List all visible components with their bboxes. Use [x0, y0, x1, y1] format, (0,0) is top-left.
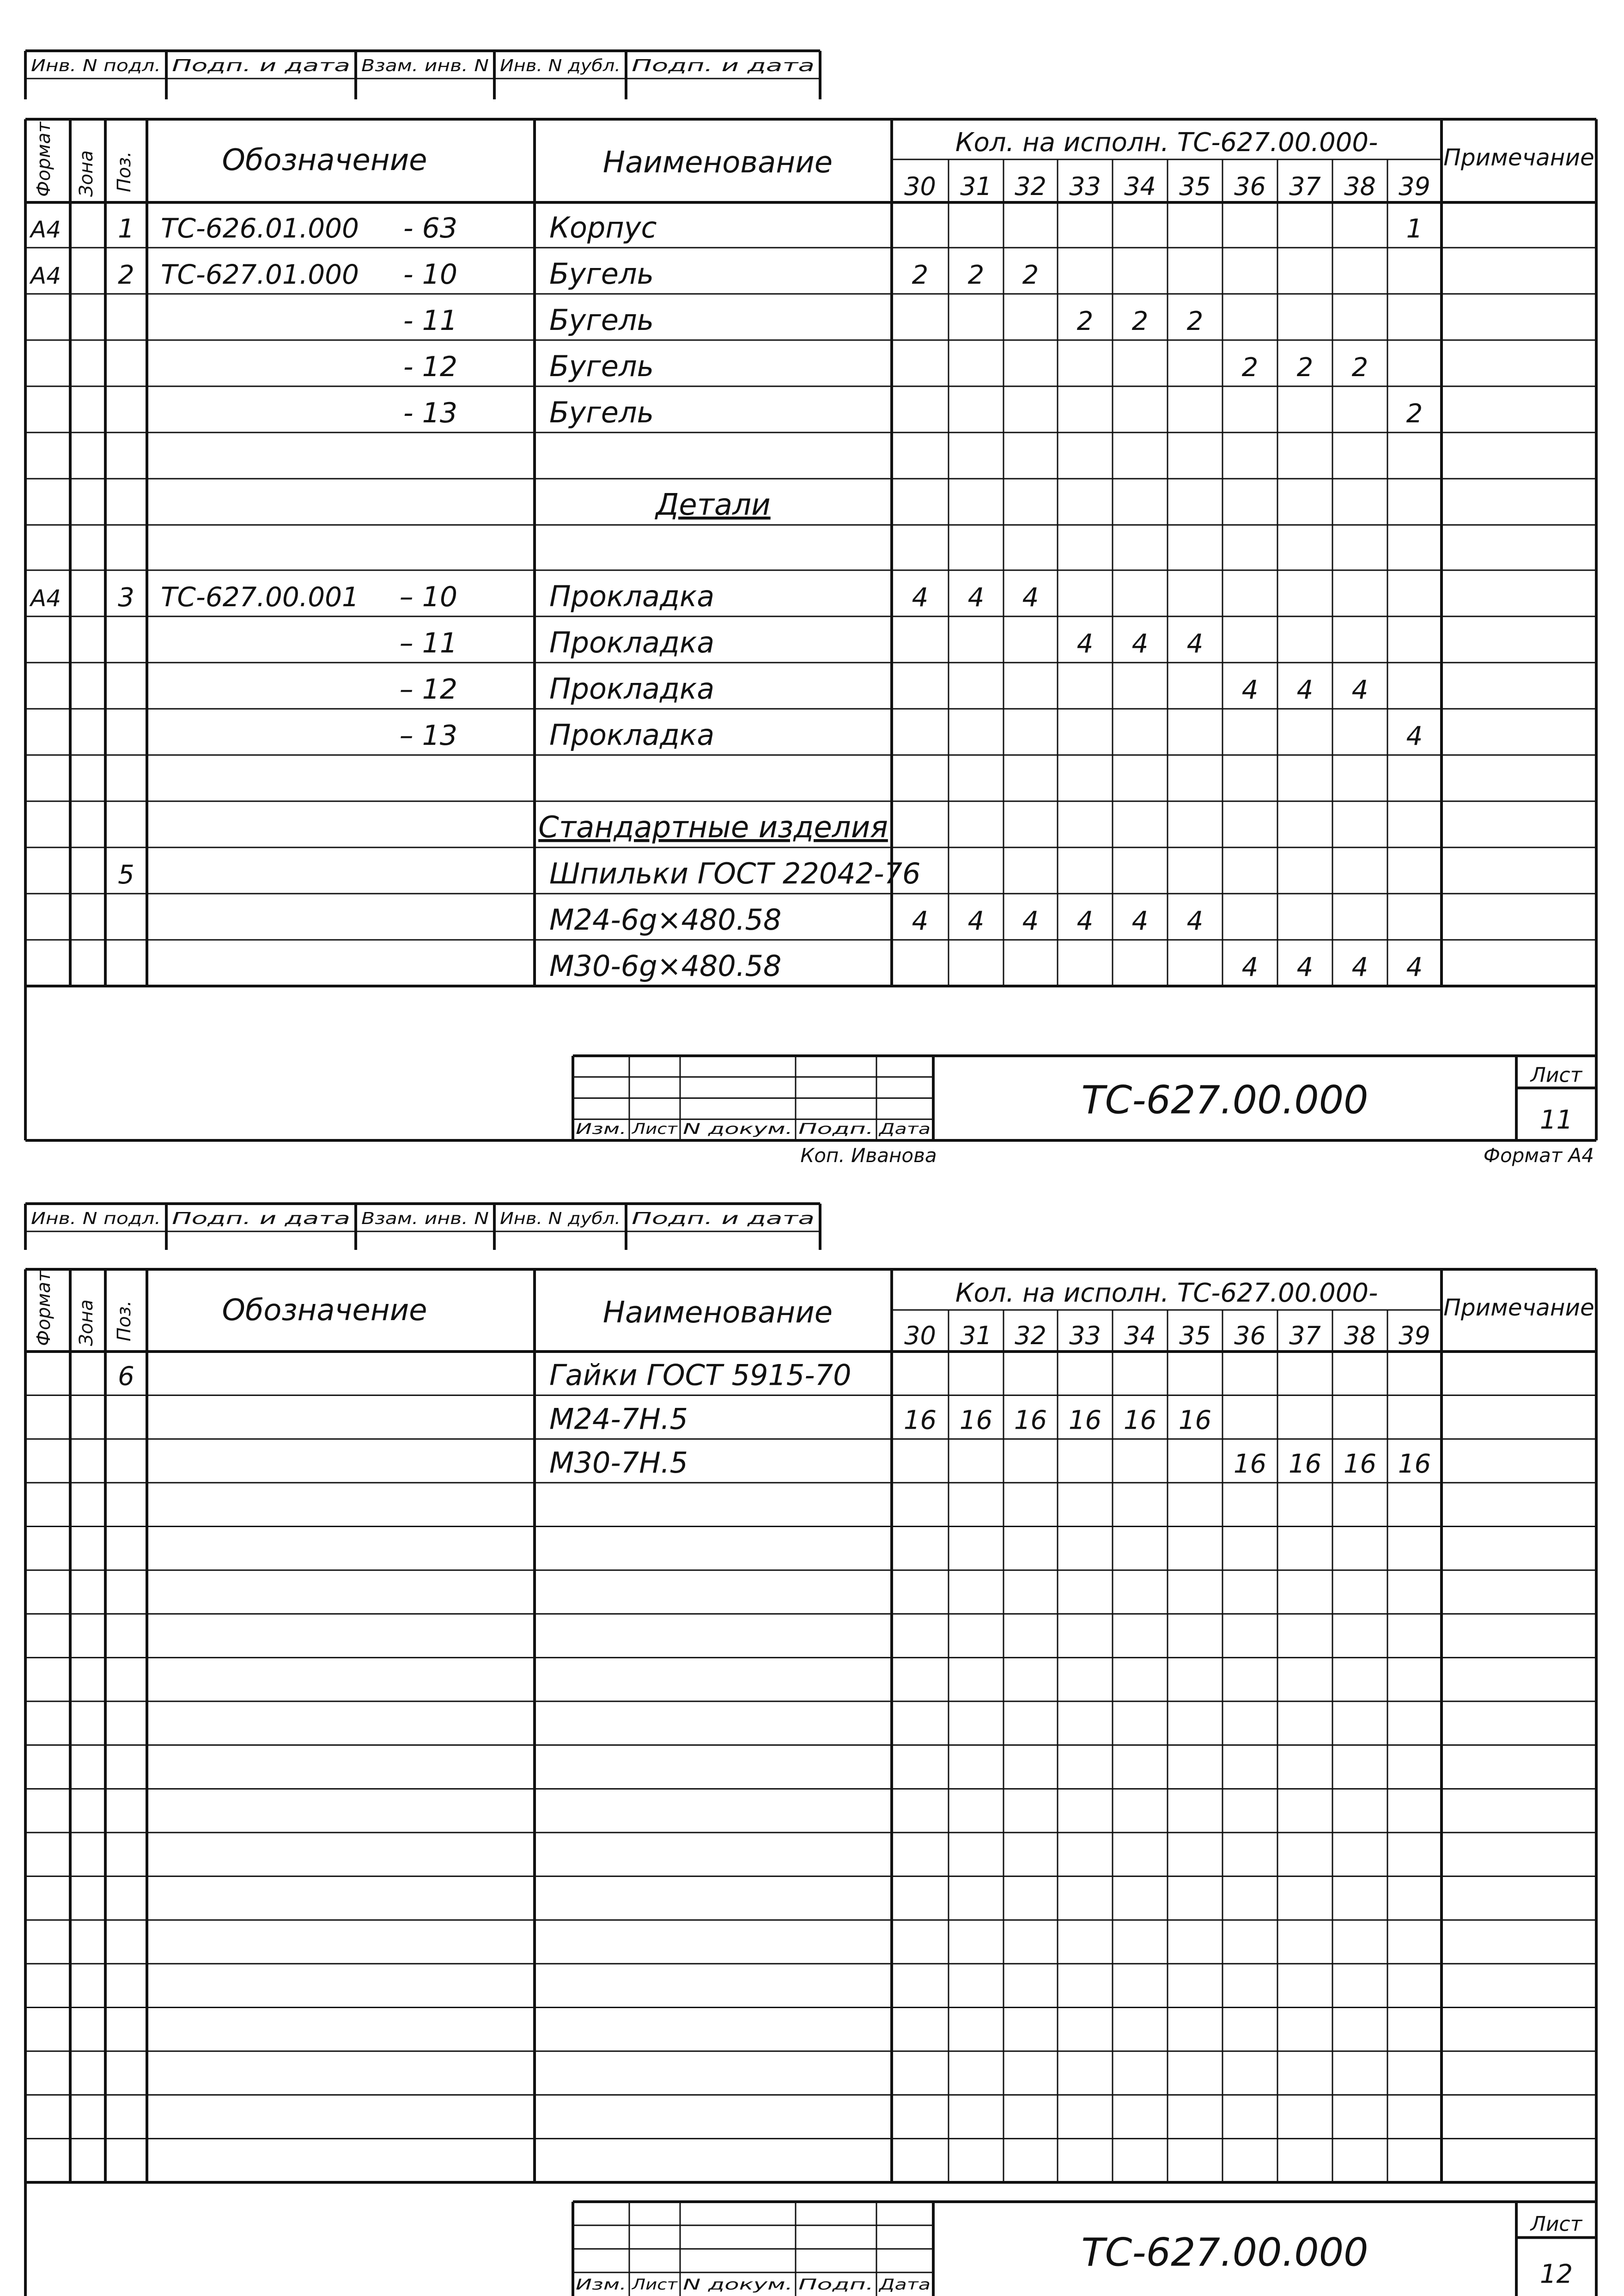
table-row	[118, 1358, 851, 1392]
row-format: А4	[30, 262, 61, 289]
title-block	[573, 1056, 1596, 1140]
header-qty-col: 34	[1124, 1321, 1156, 1350]
table-row	[403, 396, 1423, 429]
table-row	[400, 626, 1204, 659]
row-position: 3	[118, 583, 134, 613]
stamp-header: Подп. и дата	[632, 1209, 815, 1228]
row-name: Прокладка	[549, 579, 715, 613]
header-qty-col: 38	[1344, 1321, 1376, 1350]
row-qty: 4	[1241, 952, 1259, 982]
row-qty: 4	[912, 906, 929, 936]
row-position: 6	[118, 1361, 134, 1392]
header-qty-col: 39	[1399, 172, 1430, 201]
header-designation: Обозначение	[222, 1293, 427, 1328]
row-name: М24-6g×480.58	[549, 903, 782, 937]
revision-label: Подп.	[798, 1120, 874, 1138]
header-qty-col: 36	[1234, 172, 1266, 201]
revision-label: N докум.	[683, 1120, 793, 1138]
revision-label: Изм.	[576, 1120, 626, 1138]
header-note: Примечание	[1443, 144, 1594, 171]
row-variant: - 13	[403, 397, 457, 429]
table-row	[118, 857, 920, 890]
row-qty: 4	[1241, 675, 1259, 705]
row-qty: 2	[967, 260, 985, 290]
row-qty: 16	[1014, 1405, 1047, 1436]
row-qty: 4	[1077, 906, 1094, 936]
header-name: Наименование	[602, 1296, 833, 1330]
row-qty: 2	[1296, 353, 1314, 383]
header-qty-col: 37	[1289, 172, 1321, 201]
header-qty-col: 35	[1179, 1321, 1211, 1350]
header-name: Наименование	[602, 146, 833, 180]
row-format: А4	[30, 585, 61, 612]
row-qty: 4	[1406, 721, 1423, 751]
stamp-header: Подп. и дата	[172, 56, 350, 75]
row-position: 2	[118, 260, 134, 290]
header-qty-col: 32	[1015, 1321, 1046, 1350]
revision-label: Дата	[878, 2276, 931, 2293]
row-name: Прокладка	[549, 672, 715, 706]
table-header	[25, 1270, 1596, 1352]
revision-label: Лист	[631, 2276, 678, 2293]
row-designation: ТС-627.01.000	[161, 259, 359, 290]
row-variant: - 10	[403, 258, 457, 291]
row-variant: – 13	[399, 719, 457, 752]
row-variant: – 10	[399, 581, 457, 613]
row-qty: 4	[1186, 906, 1204, 936]
revision-label: Лист	[631, 1120, 678, 1138]
row-qty: 2	[1351, 353, 1369, 383]
row-variant: – 11	[399, 627, 457, 659]
row-qty: 2	[1077, 306, 1094, 336]
row-variant: - 63	[403, 212, 457, 244]
row-qty: 16	[1288, 1449, 1322, 1479]
stamp-header: Подп. и дата	[172, 1209, 350, 1228]
row-name: Бугель	[549, 349, 654, 383]
row-qty: 4	[1131, 906, 1149, 936]
row-name: Прокладка	[549, 718, 715, 752]
row-qty: 4	[1131, 629, 1149, 659]
table-row	[549, 949, 1423, 983]
header-zone: Зона	[76, 150, 97, 197]
table-row	[29, 211, 1423, 244]
title-block	[573, 2202, 1596, 2296]
row-name: Бугель	[549, 396, 654, 429]
row-position: 1	[118, 214, 134, 244]
row-qty: 2	[1131, 306, 1149, 336]
header-qty-col: 37	[1289, 1321, 1321, 1350]
row-designation: ТС-626.01.000	[161, 213, 359, 244]
header-qty-col: 30	[904, 172, 936, 201]
table-row	[403, 349, 1368, 383]
table-row	[549, 1446, 1431, 1480]
row-position: 5	[118, 860, 134, 890]
header-zone: Зона	[76, 1299, 97, 1346]
row-name: Гайки ГОСТ 5915-70	[549, 1358, 852, 1392]
row-name: Корпус	[549, 211, 657, 244]
stamp-header: Инв. N дубл.	[500, 1209, 620, 1228]
sheet-number: 11	[1539, 1105, 1573, 1135]
revision-label: Дата	[878, 1120, 931, 1138]
row-name: Бугель	[549, 303, 654, 337]
row-variant: - 11	[403, 305, 457, 337]
row-qty: 4	[1022, 906, 1039, 936]
row-qty: 4	[967, 906, 985, 936]
row-qty: 16	[1343, 1449, 1377, 1479]
row-designation: ТС-627.00.001	[161, 581, 359, 613]
row-qty: 4	[1186, 629, 1204, 659]
row-variant: – 12	[399, 673, 457, 706]
sheet-label: Лист	[1530, 1063, 1582, 1087]
row-qty: 4	[1296, 675, 1314, 705]
header-qty-col: 38	[1344, 172, 1376, 201]
header-qty-col: 39	[1399, 1321, 1430, 1350]
row-name: Прокладка	[549, 626, 715, 659]
table-row	[549, 903, 1203, 937]
sheet-number: 12	[1539, 2259, 1573, 2290]
row-qty: 16	[1178, 1405, 1212, 1436]
revision-label: N докум.	[683, 2276, 793, 2293]
row-qty: 16	[959, 1405, 993, 1436]
revision-label: Подп.	[798, 2276, 874, 2293]
sheet-label: Лист	[1530, 2212, 1582, 2236]
row-qty: 4	[1077, 629, 1094, 659]
row-qty: 2	[1241, 353, 1259, 383]
section-heading: Детали	[656, 488, 771, 522]
row-qty: 16	[1398, 1449, 1431, 1479]
document-number: ТС-627.00.000	[1081, 2229, 1369, 2275]
row-name: М30-6g×480.58	[549, 949, 782, 983]
header-qty-col: 33	[1069, 172, 1101, 201]
header-qty-col: 35	[1179, 172, 1211, 201]
row-name: Бугель	[549, 257, 654, 291]
stamp-header: Инв. N подл.	[31, 1209, 161, 1228]
header-qty-col: 30	[904, 1321, 936, 1350]
row-qty: 4	[1022, 583, 1039, 613]
header-pos: Поз.	[114, 151, 135, 192]
sheet-1	[25, 51, 1596, 1167]
stamp-header: Подп. и дата	[632, 56, 815, 75]
row-name: М30-7Н.5	[549, 1445, 688, 1480]
row-qty: 2	[1186, 306, 1204, 336]
row-variant: - 12	[403, 351, 457, 383]
stamp-header: Инв. N дубл.	[500, 56, 620, 75]
header-designation: Обозначение	[222, 143, 427, 177]
table-row	[654, 488, 770, 522]
stamp-header: Инв. N подл.	[31, 56, 161, 75]
header-qty-title: Кол. на исполн. ТС-627.00.000-	[955, 128, 1378, 158]
copied-by-note: Коп. Иванова	[800, 1144, 937, 1167]
row-qty: 16	[903, 1405, 937, 1436]
row-format: А4	[30, 216, 61, 243]
table-row	[538, 810, 888, 845]
header-qty-col: 34	[1124, 172, 1156, 201]
row-qty: 16	[1068, 1405, 1102, 1436]
stamp-block	[25, 1204, 820, 1250]
stamp-header: Взам. инв. N	[361, 56, 489, 75]
revision-label: Изм.	[576, 2276, 626, 2293]
row-name: Шпильки ГОСТ 22042-76	[549, 857, 921, 890]
table-header	[25, 121, 1596, 202]
format-note: Формат А4	[1483, 1144, 1594, 1167]
header-qty-col: 31	[960, 172, 992, 201]
document-number: ТС-627.00.000	[1081, 1077, 1369, 1123]
row-qty: 4	[967, 583, 985, 613]
header-qty-col: 33	[1069, 1321, 1101, 1350]
sheet-2	[25, 1204, 1596, 2296]
header-note: Примечание	[1443, 1294, 1594, 1321]
row-qty: 1	[1406, 214, 1423, 244]
stamp-block	[25, 51, 820, 99]
row-name: М24-7Н.5	[549, 1402, 688, 1436]
row-qty: 2	[1022, 260, 1039, 290]
header-qty-col: 36	[1234, 1321, 1266, 1350]
header-qty-col: 32	[1015, 172, 1046, 201]
header-format: Формат	[33, 1271, 55, 1346]
table-row	[400, 718, 1423, 752]
row-qty: 2	[912, 260, 929, 290]
row-qty: 16	[1233, 1449, 1267, 1479]
row-qty: 4	[1351, 675, 1369, 705]
row-qty: 4	[912, 583, 929, 613]
table-row	[403, 303, 1203, 337]
row-qty: 2	[1406, 399, 1423, 429]
row-qty: 16	[1123, 1405, 1157, 1436]
row-qty: 4	[1406, 952, 1423, 982]
stamp-header: Взам. инв. N	[361, 1209, 489, 1228]
header-qty-title: Кол. на исполн. ТС-627.00.000-	[955, 1278, 1378, 1308]
header-format: Формат	[33, 122, 55, 197]
header-pos: Поз.	[114, 1300, 135, 1341]
row-qty: 4	[1296, 952, 1314, 982]
header-qty-col: 31	[960, 1321, 992, 1350]
row-qty: 4	[1351, 952, 1369, 982]
section-heading: Стандартные изделия	[538, 810, 888, 845]
